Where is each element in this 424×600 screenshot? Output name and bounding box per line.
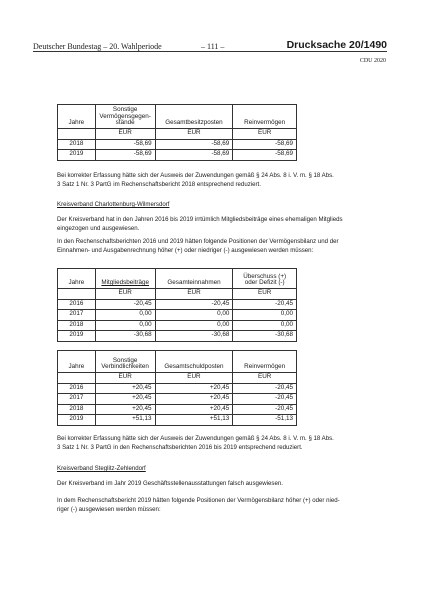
table-row bbox=[58, 394, 297, 405]
table-cell: +20,45 bbox=[95, 404, 155, 415]
table-unit-row bbox=[58, 129, 297, 140]
table-cell: 0,00 bbox=[233, 320, 297, 331]
paragraph-line: riger (-) ausgewiesen werden müssen: bbox=[57, 505, 161, 513]
table-row bbox=[58, 404, 297, 415]
paragraph-line: In den Rechenschaftsberichten 2016 und 2019 hätten folgende Positionen der Vermögensbilanz und der bbox=[57, 238, 339, 245]
paragraph-line: eingezogen und ausgewiesen. bbox=[57, 224, 140, 232]
paragraph-section2-positions bbox=[57, 497, 340, 514]
table-cell: -20,45 bbox=[233, 383, 297, 394]
section-heading-charlottenburg: Kreisverband Charlottenburg-Wilmersdorf bbox=[57, 201, 170, 208]
paragraph-line: 3 Satz 1 Nr. 3 PartG in den Rechenschaftsberichten 2016 bis 2019 entsprechend reduziert. bbox=[57, 443, 303, 451]
table-cell: 2017 bbox=[58, 310, 96, 321]
table-cell: -58,69 bbox=[155, 150, 233, 161]
table-cell: -58,69 bbox=[233, 150, 297, 161]
table-header-cell: Gesamtschuldposten bbox=[155, 351, 233, 373]
table-unit-row bbox=[58, 373, 297, 384]
table-cell: -20,45 bbox=[233, 299, 297, 310]
table-header-cell: Jahre bbox=[58, 269, 96, 289]
header-rule bbox=[33, 51, 387, 52]
table-header-cell: Sonstige Verbindlichkeiten bbox=[95, 351, 155, 373]
table-cell: 2018 bbox=[58, 404, 96, 415]
table-cell: 2018 bbox=[58, 139, 96, 150]
table-cell: -30,68 bbox=[95, 331, 155, 342]
table-cell bbox=[58, 373, 96, 384]
table-row bbox=[58, 383, 297, 394]
table-cell: 0,00 bbox=[95, 320, 155, 331]
table-row bbox=[58, 139, 297, 150]
table-cell: -20,45 bbox=[233, 394, 297, 405]
header-left: Deutscher Bundestag – 20. Wahlperiode bbox=[33, 42, 162, 51]
table-cell: 2019 bbox=[58, 415, 96, 426]
table-unit-row bbox=[58, 289, 297, 300]
table-cell: +20,45 bbox=[95, 383, 155, 394]
table-cell: -51,13 bbox=[233, 415, 297, 426]
paragraph-section1-intro bbox=[57, 216, 343, 233]
table-header-cell: Jahre bbox=[58, 105, 96, 129]
paragraph-line: Einnahmen- und Ausgabenrechnung höher (+) oder niedriger (-) ausgewiesen werden müssen: bbox=[57, 246, 314, 254]
table-cell: 2019 bbox=[58, 331, 96, 342]
table-cell: 0,00 bbox=[233, 310, 297, 321]
table-cell: 2018 bbox=[58, 320, 96, 331]
table-cell: -30,68 bbox=[233, 331, 297, 342]
paragraph-line: Bei korrekter Erfassung hätte sich der Ausweis der Zuwendungen gemäß § 24 Abs. 8 i. V. m. § 18 Abs. bbox=[57, 435, 334, 442]
table-cell: +20,45 bbox=[155, 394, 233, 405]
table-row bbox=[58, 320, 297, 331]
paragraph-section2-intro: Der Kreisverband im Jahr 2019 Geschäftsstellenausstattungen falsch ausgewiesen. bbox=[57, 480, 283, 487]
table-cell: +20,45 bbox=[155, 404, 233, 415]
income-table bbox=[57, 268, 297, 342]
table-header-cell: Reinvermögen bbox=[233, 105, 297, 129]
table-row bbox=[58, 299, 297, 310]
table-header-cell: Mitgliedsbeiträge bbox=[95, 269, 155, 289]
table-cell: 0,00 bbox=[95, 310, 155, 321]
document-number: Drucksache 20/1490 bbox=[286, 39, 387, 51]
table-header-row bbox=[58, 351, 297, 373]
table-cell: 2017 bbox=[58, 394, 96, 405]
table-header-cell: Gesamteinnahmen bbox=[155, 269, 233, 289]
table-cell: EUR bbox=[155, 289, 233, 300]
paragraph-reduction-note-1 bbox=[57, 172, 334, 189]
table-cell: EUR bbox=[233, 289, 297, 300]
table-header-cell: Reinvermögen bbox=[233, 351, 297, 373]
paragraph-line: 3 Satz 1 Nr. 3 PartG im Rechenschaftsbericht 2018 entsprechend reduziert. bbox=[57, 180, 261, 188]
table-header-row bbox=[58, 269, 297, 289]
table-cell: -30,68 bbox=[155, 331, 233, 342]
table-header-cell: Sonstige Vermögensgegen-stände bbox=[95, 105, 155, 129]
table-cell: +20,45 bbox=[95, 394, 155, 405]
table-cell: 0,00 bbox=[155, 320, 233, 331]
assets-table bbox=[57, 104, 297, 161]
table-header-cell: Überschuss (+) oder Defizit (-) bbox=[233, 269, 297, 289]
table-cell bbox=[58, 129, 96, 140]
table-cell: EUR bbox=[233, 373, 297, 384]
section-heading-steglitz: Kreisverband Steglitz-Zehlendorf bbox=[57, 465, 146, 472]
paragraph-line: Bei korrekter Erfassung hätte sich der Ausweis der Zuwendungen gemäß § 24 Abs. 8 i. V. m. § 18 Abs. bbox=[57, 172, 334, 179]
table-cell: -58,69 bbox=[95, 139, 155, 150]
table-cell: +20,45 bbox=[155, 383, 233, 394]
table-row bbox=[58, 331, 297, 342]
table-row bbox=[58, 150, 297, 161]
table-row bbox=[58, 415, 297, 426]
table-cell: EUR bbox=[95, 129, 155, 140]
table-cell: -58,69 bbox=[95, 150, 155, 161]
table-cell: -58,69 bbox=[233, 139, 297, 150]
paragraph-reduction-note-2 bbox=[57, 435, 334, 452]
table-cell: -58,69 bbox=[155, 139, 233, 150]
table-cell: EUR bbox=[233, 129, 297, 140]
table-cell: 0,00 bbox=[155, 310, 233, 321]
table-cell: 2019 bbox=[58, 150, 96, 161]
page-number: – 111 – bbox=[201, 42, 225, 51]
table-cell: +51,13 bbox=[95, 415, 155, 426]
liabilities-table bbox=[57, 350, 297, 426]
paragraph-line: Der Kreisverband hat in den Jahren 2016 bis 2019 irrtümlich Mitgliedsbeiträge eines ehemaligen Mitglieds bbox=[57, 216, 343, 223]
paragraph-section1-positions bbox=[57, 238, 339, 255]
table-cell: -20,45 bbox=[155, 299, 233, 310]
table-cell: 2016 bbox=[58, 299, 96, 310]
table-cell: 2016 bbox=[58, 383, 96, 394]
table-header-cell: Jahre bbox=[58, 351, 96, 373]
party-label: CDU 2020 bbox=[359, 58, 386, 64]
table-cell: EUR bbox=[95, 373, 155, 384]
table-header-row bbox=[58, 105, 297, 129]
table-row bbox=[58, 310, 297, 321]
table-cell: -20,45 bbox=[233, 404, 297, 415]
table-cell: EUR bbox=[155, 373, 233, 384]
table-cell: EUR bbox=[155, 129, 233, 140]
table-cell: EUR bbox=[95, 289, 155, 300]
table-cell: -20,45 bbox=[95, 299, 155, 310]
table-cell bbox=[58, 289, 96, 300]
table-header-cell: Gesamtbesitzposten bbox=[155, 105, 233, 129]
table-cell: +51,13 bbox=[155, 415, 233, 426]
paragraph-line: In dem Rechenschaftsbericht 2019 hätten folgende Positionen der Vermögensbilanz höher (+) oder nied- bbox=[57, 497, 340, 504]
